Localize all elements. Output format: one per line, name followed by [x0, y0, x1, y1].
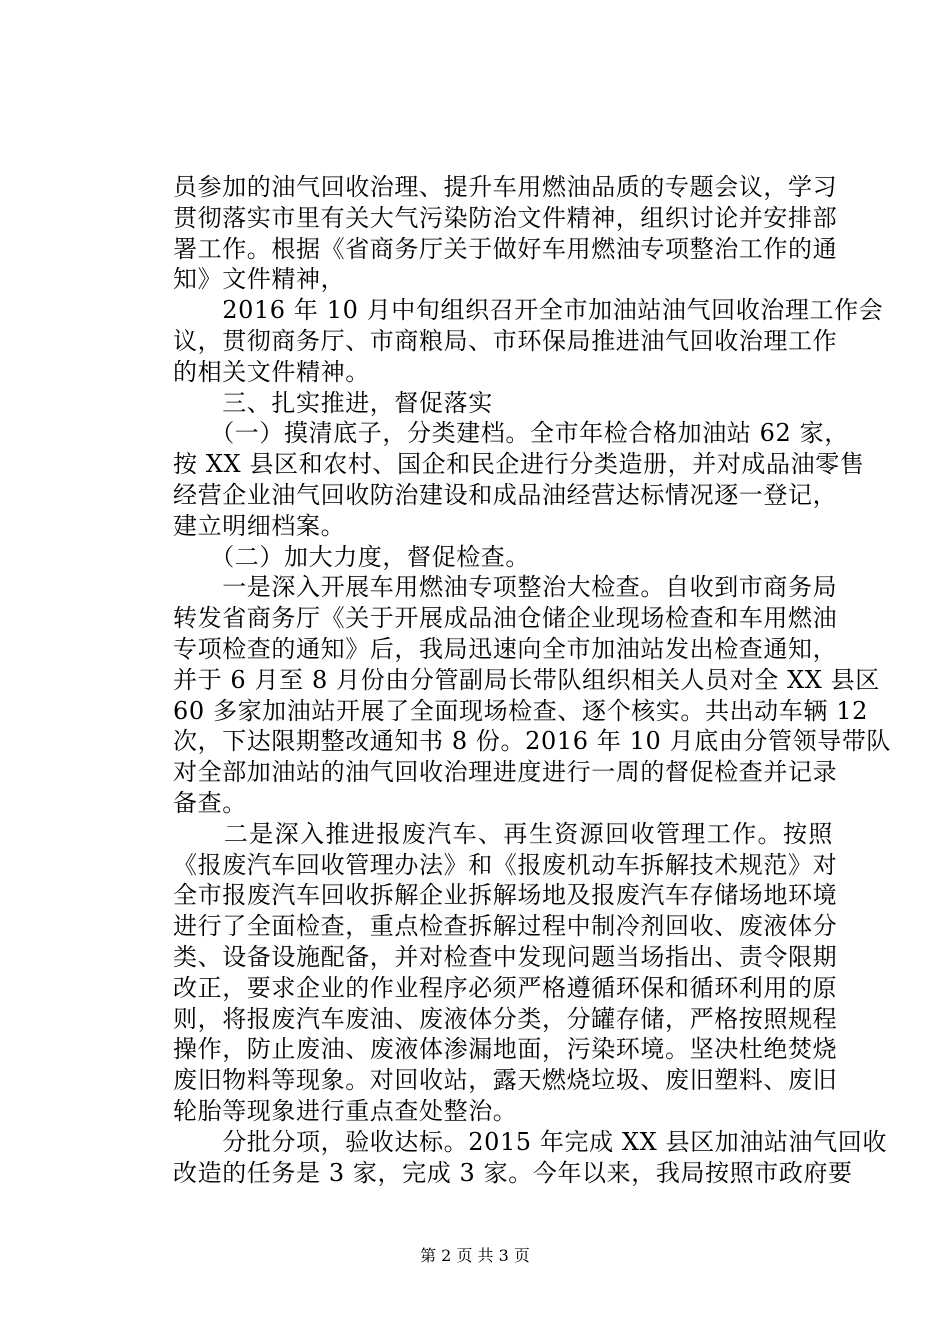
text-line: 署工作。根据《省商务厅关于做好车用燃油专项整治工作的通 — [173, 234, 838, 263]
text-line: 的相关文件精神。 — [173, 357, 370, 386]
text-line: 废旧物料等现象。对回收站，露天燃烧垃圾、废旧塑料、废旧 — [173, 1066, 838, 1095]
text-line: 并于 6 月至 8 月份由分管副局长带队组织相关人员对全 XX 县区 — [173, 665, 880, 694]
text-line: 轮胎等现象进行重点查处整治。 — [173, 1096, 518, 1125]
text-line: 转发省商务厅《关于开展成品油仓储企业现场检查和车用燃油 — [173, 604, 838, 633]
document-body — [173, 172, 892, 1188]
text-line: 则，将报废汽车废油、废液体分类，分罐存储，严格按照规程 — [173, 1004, 838, 1033]
text-line: 2016 年 10 月中旬组织召开全市加油站油气回收治理工作会 — [173, 296, 884, 325]
text-line: 60 多家加油站开展了全面现场检查、逐个核实。共出动车辆 12 — [173, 696, 868, 725]
text-line: 二是深入推进报废汽车、再生资源回收管理工作。按照 — [173, 819, 833, 848]
text-line: 知》文件精神， — [173, 265, 346, 294]
text-line: 经营企业油气回收防治建设和成品油经营达标情况逐一登记， — [173, 480, 838, 509]
text-line: 议，贯彻商务厅、市商粮局、市环保局推进油气回收治理工作 — [173, 326, 838, 355]
text-line: 按 XX 县区和农村、国企和民企进行分类造册，并对成品油零售 — [173, 450, 865, 479]
text-line: 备查。 — [173, 788, 247, 817]
text-line: 一是深入开展车用燃油专项整治大检查。自收到市商务局 — [173, 573, 838, 602]
text-line: 建立明细档案。 — [173, 511, 346, 540]
text-line: 对全部加油站的油气回收治理进度进行一周的督促检查并记录 — [173, 758, 838, 787]
text-line: 进行了全面检查，重点检查拆解过程中制冷剂回收、废液体分 — [173, 912, 838, 941]
text-line: 三、扎实推进，督促落实 — [173, 388, 493, 417]
text-line: （一）摸清底子，分类建档。全市年检合格加油站 62 家， — [173, 419, 849, 448]
text-line: 分批分项，验收达标。2015 年完成 XX 县区加油站油气回收 — [173, 1127, 887, 1156]
text-line: 类、设备设施配备，并对检查中发现问题当场指出、责令限期 — [173, 942, 838, 971]
text-line: （二）加大力度，督促检查。 — [173, 542, 530, 571]
text-line: 改正，要求企业的作业程序必须严格遵循环保和循环利用的原 — [173, 973, 838, 1002]
text-line: 员参加的油气回收治理、提升车用燃油品质的专题会议，学习 — [173, 173, 838, 201]
text-line: 贯彻落实市里有关大气污染防治文件精神，组织讨论并安排部 — [173, 203, 838, 232]
text-line: 专项检查的通知》后，我局迅速向全市加油站发出检查通知， — [173, 634, 838, 663]
page-footer: 第 2 页 共 3 页 — [420, 1246, 530, 1265]
text-line: 次，下达限期整改通知书 8 份。2016 年 10 月底由分管领导带队 — [173, 727, 892, 756]
text-line: 全市报废汽车回收拆解企业拆解场地及报废汽车存储场地环境 — [173, 881, 838, 910]
text-line: 《报废汽车回收管理办法》和《报废机动车拆解技术规范》对 — [173, 850, 838, 879]
text-line: 改造的任务是 3 家，完成 3 家。今年以来，我局按照市政府要 — [173, 1158, 853, 1187]
text-line: 操作，防止废油、废液体渗漏地面，污染环境。坚决杜绝焚烧 — [173, 1035, 838, 1064]
